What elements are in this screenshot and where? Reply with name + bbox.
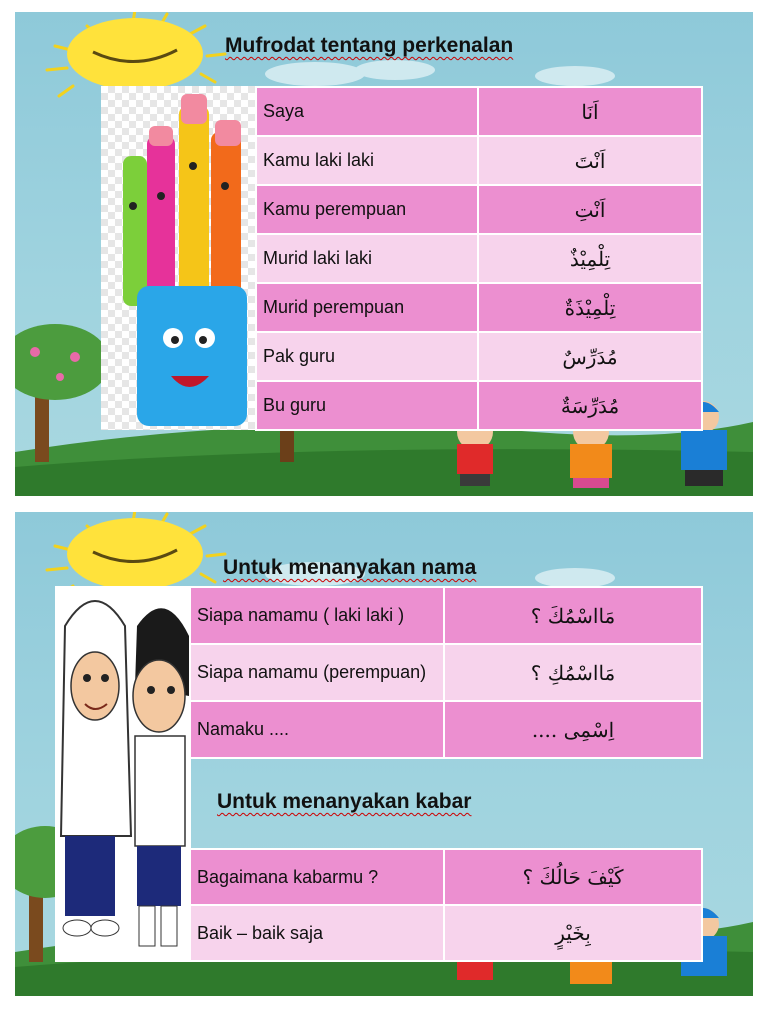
table-row [190, 644, 702, 701]
arabic-phrase: مُدَرِّسَةٌ [478, 381, 702, 430]
indonesian-phrase: Saya [256, 87, 478, 136]
slide-vocabulary [15, 12, 753, 496]
table-row [190, 905, 702, 961]
table-row [256, 185, 702, 234]
arabic-phrase: اَنْتِ [478, 185, 702, 234]
cloud-icon [265, 60, 615, 86]
name-phrases-table [189, 586, 703, 759]
indonesian-phrase: Bagaimana kabarmu ? [190, 849, 444, 905]
indonesian-phrase: Namaku .... [190, 701, 444, 758]
table-row [190, 701, 702, 758]
arabic-phrase: بِخَيْرٍ [444, 905, 702, 961]
indonesian-phrase: Bu guru [256, 381, 478, 430]
arabic-phrase: اِسْمِى .... [444, 701, 702, 758]
indonesian-phrase: Murid perempuan [256, 283, 478, 332]
indonesian-phrase: Murid laki laki [256, 234, 478, 283]
indonesian-phrase: Siapa namamu (perempuan) [190, 644, 444, 701]
table-row [256, 87, 702, 136]
section-title-name: Untuk menanyakan nama [223, 556, 477, 579]
arabic-phrase: مَااسْمُكِ ؟ [444, 644, 702, 701]
table-row [256, 283, 702, 332]
indonesian-phrase: Kamu laki laki [256, 136, 478, 185]
table-row [256, 332, 702, 381]
indonesian-phrase: Pak guru [256, 332, 478, 381]
indonesian-phrase: Siapa namamu ( laki laki ) [190, 587, 444, 644]
students-icon [55, 586, 191, 962]
arabic-phrase: مُدَرِّسٌ [478, 332, 702, 381]
arabic-phrase: اَنَا [478, 87, 702, 136]
table-row [256, 234, 702, 283]
sun-icon [47, 12, 225, 96]
vocabulary-table [255, 86, 703, 431]
arabic-phrase: تِلْمِيْذَةٌ [478, 283, 702, 332]
section-title-condition: Untuk menanyakan kabar [217, 790, 472, 813]
table-row [190, 587, 702, 644]
arabic-phrase: كَيْفَ حَالُكَ ؟ [444, 849, 702, 905]
arabic-phrase: تِلْمِيْذٌ [478, 234, 702, 283]
indonesian-phrase: Kamu perempuan [256, 185, 478, 234]
slide-title: Mufrodat tentang perkenalan [225, 34, 514, 57]
table-row [256, 136, 702, 185]
arabic-phrase: مَااسْمُكَ ؟ [444, 587, 702, 644]
indonesian-phrase: Baik – baik saja [190, 905, 444, 961]
sun-icon [47, 512, 225, 596]
arabic-phrase: اَنْتَ [478, 136, 702, 185]
two-students-illustration [55, 586, 191, 962]
condition-phrases-table [189, 848, 703, 962]
pencil-characters-icon [101, 86, 257, 430]
pencil-cup-illustration [101, 86, 257, 430]
slide-greetings [15, 512, 753, 996]
table-row [256, 381, 702, 430]
table-row [190, 849, 702, 905]
